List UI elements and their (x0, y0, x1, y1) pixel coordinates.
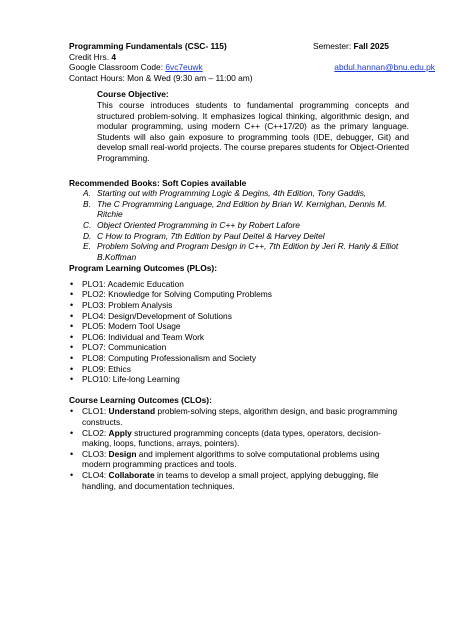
clo-prefix: CLO2: (82, 427, 109, 438)
clo-text (82, 428, 407, 449)
clos-title: Course Learning Outcomes (CLOs): (69, 394, 212, 405)
clo-text (82, 470, 407, 491)
clo-rest: in teams to develop a small project, applying debugging, file handling, and documentation techniques. (82, 469, 379, 491)
plo-text: PLO9: Ethics (82, 363, 131, 374)
bullet-icon: • (70, 300, 74, 311)
clo-item (69, 449, 409, 470)
classroom-label: Google Classroom Code: (69, 62, 166, 73)
plo-item (69, 332, 409, 343)
plo-item (69, 353, 409, 364)
semester-value: Fall 2025 (353, 41, 389, 51)
objective-text: This course introduces students to fundamental programming concepts and structured problem-solving. It emphasizes logical thinking, algorithmic design, and modular programming, using modern C++ (C++17/20) as the primary language. Students will also gain exposure to programming tools (IDE, debugger, Git) and develop small real-world projects. The course prepares students for Object-Oriented Programming. (97, 99, 409, 163)
book-text: Problem Solving and Program Design in C++, 7th Edition by Jeri R. Hanly & Elliot B.Koffman (97, 241, 399, 262)
clo-item (69, 406, 409, 427)
course-title: Programming Fundamentals (CSC- 115) (69, 41, 227, 51)
clo-verb: Apply (108, 427, 132, 438)
book-text: Starting out with Programming Logic & Degins, 4th Edition, Tony Gaddis, (97, 188, 367, 199)
clo-verb: Design (108, 448, 137, 459)
plo-item (69, 364, 409, 375)
bullet-icon: • (70, 342, 74, 353)
bullet-icon: • (70, 374, 74, 385)
clo-verb: Understand (108, 406, 156, 417)
bullet-icon: • (70, 331, 74, 342)
clo-prefix: CLO4: (82, 469, 109, 480)
book-letter: B. (83, 198, 91, 209)
plo-item (69, 300, 409, 311)
semester (313, 41, 409, 52)
plo-item (69, 279, 409, 290)
bullet-icon: • (70, 363, 74, 374)
course-objective (97, 89, 409, 163)
bullet-icon: • (70, 406, 74, 417)
credit-hours (69, 52, 409, 63)
plo-text: PLO10: Life-long Learning (82, 374, 180, 385)
clo-prefix: CLO3: (82, 448, 109, 459)
book-item (69, 241, 409, 262)
clo-rest: structured programming concepts (data types, operators, decision-making, loops, functions, arrays, pointers). (82, 427, 381, 449)
bullet-icon: • (70, 469, 74, 480)
bullet-icon: • (70, 321, 74, 332)
plo-text: PLO6: Individual and Team Work (82, 331, 205, 342)
credit-value: 4 (111, 51, 117, 62)
books-title: Recommended Books: Soft Copies available (69, 177, 247, 188)
plo-item (69, 342, 409, 353)
credit-label: Credit Hrs. (69, 51, 112, 62)
plo-item (69, 311, 409, 322)
classroom-code-link[interactable]: 6vc7euwk (165, 62, 203, 73)
book-item (69, 220, 409, 231)
contact-hours: Contact Hours: Mon & Wed (9:30 am – 11:00 am) (69, 72, 253, 83)
plo-text: PLO5: Modern Tool Usage (82, 321, 181, 332)
clo-prefix: CLO1: (82, 406, 109, 417)
bullet-icon: • (70, 448, 74, 459)
plos-title: Program Learning Outcomes (PLOs): (69, 263, 217, 274)
book-item (69, 188, 409, 199)
plo-text: PLO7: Communication (82, 342, 167, 353)
plo-item (69, 374, 409, 385)
plo-text: PLO1: Academic Education (82, 278, 184, 289)
book-letter: E. (83, 241, 91, 252)
clo-rest: and implement algorithms to solve computational problems using modern programming practices and tools. (82, 448, 380, 470)
plo-item (69, 289, 409, 300)
email-link[interactable]: abdul.hannan@bnu.edu.pk (334, 62, 435, 73)
book-letter: D. (83, 230, 92, 241)
classroom (69, 62, 203, 73)
clo-rest: problem-solving steps, algorithm design, and basic programming constructs. (82, 406, 398, 427)
book-letter: A. (83, 188, 91, 199)
header-row-3 (69, 62, 435, 73)
objective-title: Course Objective: (97, 89, 169, 100)
book-text: C How to Program, 7th Edition by Paul Deitel & Harvey Deitel (97, 230, 325, 241)
clo-item (69, 428, 409, 449)
bullet-icon: • (70, 310, 74, 321)
book-letter: C. (83, 219, 92, 230)
bullet-icon: • (70, 427, 74, 438)
clo-text (82, 449, 407, 470)
clo-item (69, 470, 409, 491)
plos-list (69, 279, 409, 385)
plo-item (69, 321, 409, 332)
syllabus-page (69, 41, 435, 491)
book-text: The C Programming Language, 2nd Edition by Brian W. Kernighan, Dennis M. Ritchie (97, 198, 387, 220)
bullet-icon: • (70, 353, 74, 364)
clos-list (69, 406, 409, 491)
semester-label: Semester: (313, 41, 354, 51)
plo-text: PLO3: Problem Analysis (82, 300, 173, 311)
book-item (69, 199, 409, 220)
book-item (69, 231, 409, 242)
clo-verb: Collaborate (108, 469, 155, 480)
plo-text: PLO8: Computing Professionalism and Society (82, 353, 257, 364)
clo-text (82, 406, 407, 427)
header-row-1 (69, 41, 409, 52)
book-text: Object Oriented Programming in C++ by Robert Lafore (97, 219, 300, 230)
bullet-icon: • (70, 278, 74, 289)
bullet-icon: • (70, 289, 74, 300)
plo-text: PLO4: Design/Development of Solutions (82, 310, 232, 321)
plo-text: PLO2: Knowledge for Solving Computing Problems (82, 289, 272, 300)
books-list (69, 188, 409, 262)
